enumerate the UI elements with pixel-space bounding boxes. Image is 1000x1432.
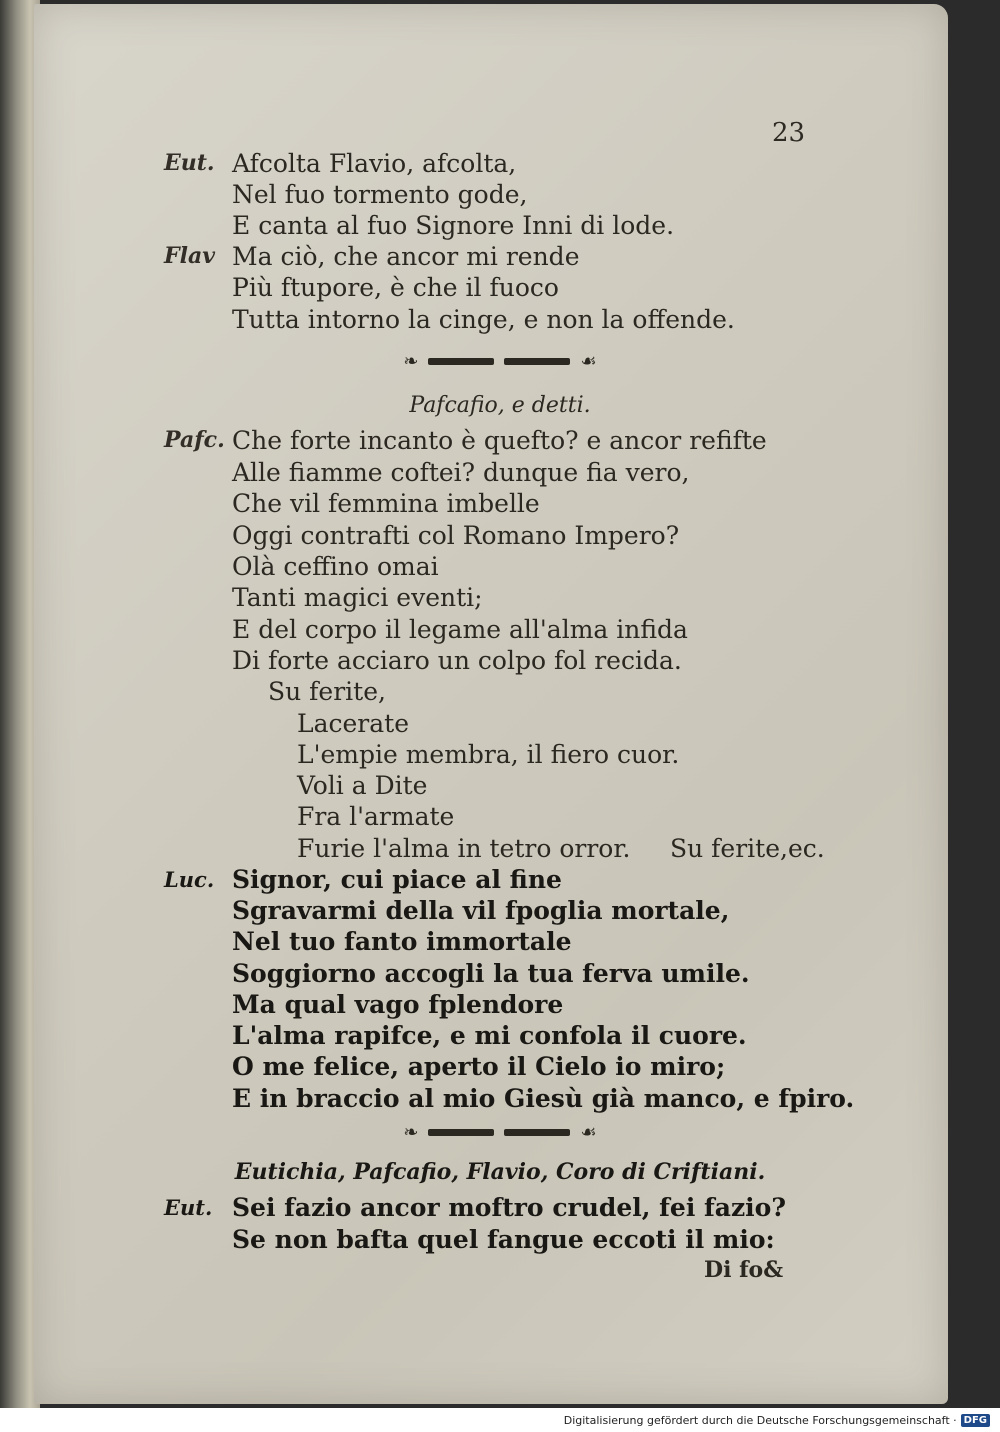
- fleuron-icon: ❧: [403, 1121, 419, 1143]
- catchword: [0, 1255, 1000, 1286]
- verse-line: [0, 676, 1000, 707]
- line-text: Pafcafio, e detti.: [409, 393, 591, 418]
- line-text: Signor, cui piace al fine: [232, 865, 562, 894]
- speaker-label: Flav: [164, 243, 216, 269]
- line-text: Sei fazio ancor moftro crudel, fei fazio?: [232, 1193, 787, 1222]
- verse-line: [0, 739, 1000, 770]
- verse-line: [0, 801, 1000, 832]
- speaker-label: Eut.: [164, 150, 215, 176]
- line-text: Nel fuo tormento gode,: [232, 180, 528, 209]
- line-text: Lacerate: [297, 709, 409, 738]
- line-text: Furie l'alma in tetro orror.: [297, 834, 631, 863]
- speaker-label: Pafc.: [164, 427, 225, 453]
- line-text: E del corpo il legame all'alma infida: [232, 615, 688, 644]
- verse-line: [0, 488, 1000, 519]
- refrain-cue: Su ferite,ec.: [670, 834, 825, 863]
- verse-line: [0, 770, 1000, 801]
- ornament-bar: [428, 1129, 494, 1136]
- line-text: Più ftupore, è che il fuoco: [232, 273, 559, 302]
- fleuron-icon: ☙: [580, 350, 597, 372]
- ornament-bar: [428, 358, 494, 365]
- verse-line: [0, 864, 1000, 895]
- line-text: L'empie membra, il fiero cuor.: [297, 740, 680, 769]
- verse-line: [0, 989, 1000, 1020]
- line-text: Ma qual vago fplendore: [232, 990, 564, 1019]
- line-text: Su ferite,: [268, 677, 386, 706]
- verse-line: [0, 582, 1000, 613]
- verse-line: [0, 833, 1000, 864]
- line-text: Che vil femmina imbelle: [232, 489, 540, 518]
- catchword-text: Di fo&: [704, 1257, 784, 1283]
- verse-line: [0, 210, 1000, 241]
- verse-line: [0, 1020, 1000, 1051]
- verse-line: [0, 708, 1000, 739]
- line-text: Sgravarmi della vil fpoglia mortale,: [232, 896, 730, 925]
- verse-line: [0, 551, 1000, 582]
- verse-line: [0, 520, 1000, 551]
- fleuron-icon: ☙: [580, 1121, 597, 1143]
- verse-line: [0, 148, 1000, 179]
- scene-heading: [0, 1157, 1000, 1188]
- line-text: Olà ceffino omai: [232, 552, 439, 581]
- verse-line: [0, 926, 1000, 957]
- verse-line: [0, 425, 1000, 456]
- line-text: O me felice, aperto il Cielo io miro;: [232, 1052, 726, 1081]
- fleuron-icon: ❧: [403, 350, 419, 372]
- line-text: Tanti magici eventi;: [232, 583, 483, 612]
- verse-line: [0, 614, 1000, 645]
- verse-line: [0, 457, 1000, 488]
- line-text: Alle fiamme coftei? dunque fia vero,: [232, 458, 690, 487]
- verse-line: [0, 895, 1000, 926]
- verse-line: [0, 179, 1000, 210]
- ornament-bar: [504, 358, 570, 365]
- line-text: Ma ciò, che ancor mi rende: [232, 242, 580, 271]
- dfg-logo: DFG: [961, 1414, 990, 1427]
- verse-line: [0, 645, 1000, 676]
- ornament-divider: [0, 1120, 1000, 1144]
- line-text: Tutta intorno la cinge, e non la offende.: [232, 305, 735, 334]
- verse-line: [0, 1083, 1000, 1114]
- page-number: 23: [772, 118, 806, 148]
- line-text: E in braccio al mio Giesù già manco, e fpiro.: [232, 1084, 855, 1113]
- verse-line: [0, 304, 1000, 335]
- line-text: Soggiorno accogli la tua ferva umile.: [232, 959, 750, 988]
- verse-line: [0, 958, 1000, 989]
- verse-line: [0, 1192, 1000, 1223]
- line-text: Afcolta Flavio, afcolta,: [232, 149, 517, 178]
- verse-line: [0, 1224, 1000, 1255]
- footer-credit: Digitalisierung gefördert durch die Deutsche Forschungsgemeinschaft ·: [563, 1413, 957, 1427]
- footer-bar: [0, 1408, 1000, 1432]
- line-text: Fra l'armate: [297, 802, 455, 831]
- verse-line: [0, 1051, 1000, 1082]
- line-text: Che forte incanto è quefto? e ancor refifte: [232, 426, 767, 455]
- ornament-divider: [0, 349, 1000, 373]
- line-text: Eutichia, Pafcafio, Flavio, Coro di Criftiani.: [234, 1159, 766, 1185]
- speaker-label: Luc.: [164, 867, 215, 892]
- line-text: Oggi contrafti col Romano Impero?: [232, 521, 680, 550]
- line-text: Se non bafta quel fangue eccoti il mio:: [232, 1225, 775, 1254]
- ornament-bar: [504, 1129, 570, 1136]
- line-text: L'alma rapifce, e mi confola il cuore.: [232, 1021, 747, 1050]
- speaker-label: Eut.: [164, 1195, 213, 1220]
- verse-line: [0, 241, 1000, 272]
- line-text: Nel tuo fanto immortale: [232, 927, 572, 956]
- line-text: Di forte acciaro un colpo fol recida.: [232, 646, 682, 675]
- line-text: E canta al fuo Signore Inni di lode.: [232, 211, 675, 240]
- scene-heading: [0, 390, 1000, 421]
- line-text: Voli a Dite: [297, 771, 428, 800]
- verse-line: [0, 272, 1000, 303]
